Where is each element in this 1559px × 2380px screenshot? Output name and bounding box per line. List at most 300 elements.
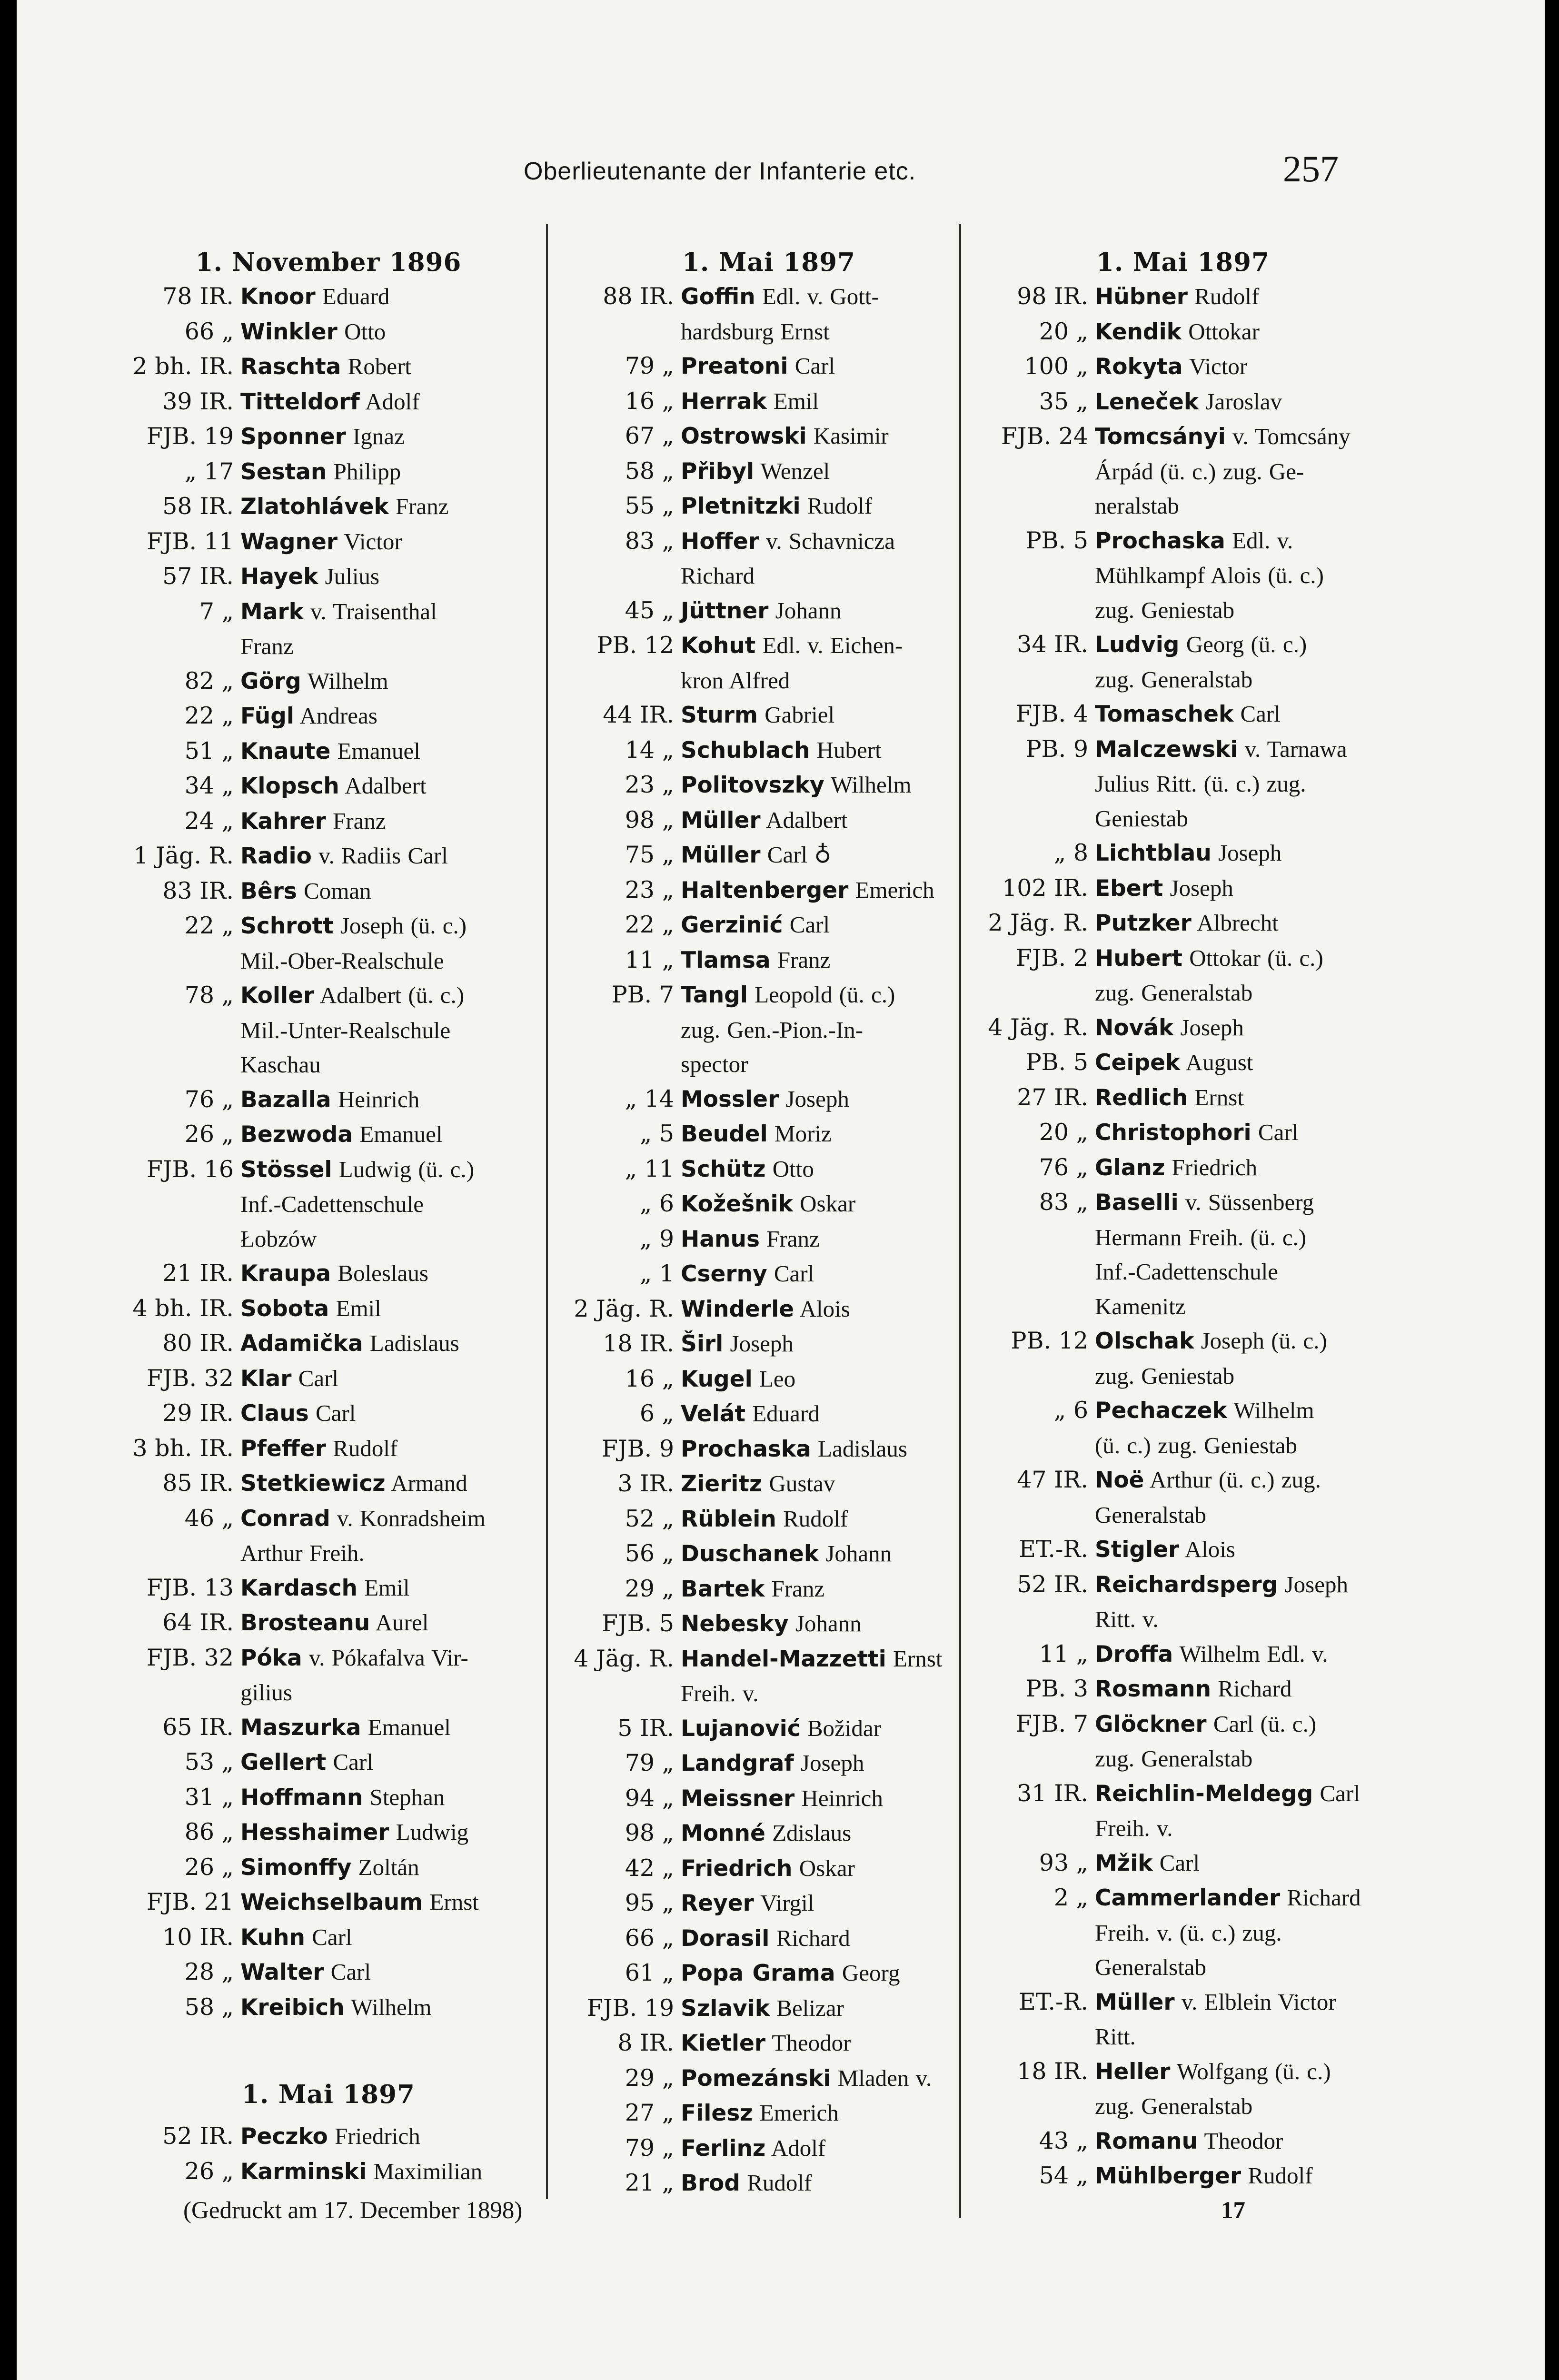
roster-entry [119,1710,538,1745]
roster-entry [119,874,538,909]
given-names: August [1180,1049,1253,1075]
roster-entry [119,1606,538,1641]
surname: Claus [240,1400,309,1427]
given-names: Alois [794,1295,850,1322]
given-names: Julius [318,563,380,589]
roster-entry [119,525,538,560]
unit-label: 67 „ [625,422,674,449]
surname: Knoor [240,284,316,310]
officer-name [1095,2124,1392,2159]
officer-name [681,1152,978,1187]
given-names: Emerich [753,2100,839,2126]
surname: Reyer [681,1890,754,1916]
unit-label: 3 IR. [617,1470,674,1497]
officer-name [1095,2054,1392,2124]
given-names: Victor [338,528,402,555]
roster-entry [973,419,1392,524]
officer-name [681,349,978,384]
surname: Hübner [1095,284,1188,310]
officer-name [681,978,978,1082]
unit-label: 47 IR. [1017,1466,1088,1493]
unit-label: 23 „ [625,876,674,903]
given-names: Emanuel [330,737,420,764]
given-names: Jaroslav [1199,388,1282,415]
given-names: Boleslaus [331,1260,428,1286]
roster-entry [119,1396,538,1431]
given-names: Victor [1182,353,1248,379]
roster-entry [119,489,538,525]
given-names: Ernst [1188,1084,1244,1111]
officer-name [681,1781,978,1816]
unit-label: „ 11 [625,1155,674,1182]
unit-label: 98 „ [625,806,674,833]
surname: Tomcsányi [1095,424,1226,450]
surname: Schublach [681,737,810,764]
roster-entry [559,1187,978,1222]
unit-label: 79 „ [625,2134,674,2162]
roster-entry [973,1637,1392,1672]
unit-label: 22 „ [625,911,674,938]
surname: Kožešnik [681,1191,793,1217]
unit-label: 88 IR. [603,283,674,310]
surname: Glanz [1095,1154,1165,1181]
unit-label: 35 „ [1039,387,1088,415]
roster-entry [559,1816,978,1851]
section-heading: 1. Mai 1897 [682,248,855,277]
officer-name [240,839,538,874]
officer-name [240,1466,538,1501]
unit-label: 66 „ [625,1924,674,1952]
unit-label: 76 „ [184,1085,234,1113]
roster-entry [973,1532,1392,1567]
roster-entry [973,315,1392,350]
given-names: Carl [767,1260,814,1287]
given-names: Heinrich [794,1785,883,1811]
unit-label: PB. 3 [1025,1675,1088,1702]
unit-label: 29 IR. [162,1399,234,1427]
given-names: Ladislaus [363,1330,459,1356]
roster-entry [559,2131,978,2166]
surname: Cserny [681,1261,767,1287]
unit-label: FJB. 19 [146,423,234,450]
roster-entry [559,349,978,384]
roster-entry [973,941,1392,1011]
unit-label: 31 IR. [1017,1779,1088,1807]
given-names: Joseph [1211,840,1282,866]
roster-entry [973,1011,1392,1046]
officer-name [240,1710,538,1745]
roster-entry [973,1672,1392,1707]
officer-name [681,1257,978,1292]
officer-name [681,1082,978,1117]
surname: Hoffer [681,528,759,555]
officer-name [240,1152,538,1257]
given-names: Belizar [770,1994,844,2021]
roster-entry [559,1432,978,1467]
unit-label: 22 „ [184,702,234,729]
officer-name [681,1816,978,1851]
given-names: Robert [341,353,412,379]
page-header-title: Oberlieutenante der Infanterie etc. [524,158,916,185]
officer-name [1095,1637,1392,1672]
roster-entry [119,734,538,769]
unit-label: 79 „ [625,352,674,379]
unit-label: FJB. 2 [1016,944,1088,972]
given-names: Emanuel [361,1714,451,1740]
officer-name [240,1396,538,1431]
unit-label: 86 „ [184,1818,234,1845]
unit-label: 34 „ [184,772,234,799]
officer-name [681,1117,978,1152]
roster-entry [119,1501,538,1571]
surname: Winkler [240,318,338,345]
surname: Wagner [240,528,338,555]
given-names: Hubert [810,736,882,763]
unit-label: 64 IR. [162,1609,234,1636]
unit-label: 4 Jäg. R. [988,1013,1088,1041]
unit-label: 2 bh. IR. [132,353,234,380]
unit-label: 2 „ [1053,1884,1088,1911]
officer-name [681,1362,978,1397]
roster-entry [559,454,978,489]
officer-name [240,1990,538,2025]
officer-name [240,455,538,490]
officer-name [240,349,538,385]
unit-label: 20 „ [1039,1119,1088,1146]
roster-entry [119,1850,538,1885]
given-names: Adalbert [339,773,427,799]
given-names: Armand [385,1470,467,1496]
roster-entry [559,873,978,908]
roster-entry [559,1082,978,1117]
given-names: Carl [326,1749,373,1775]
unit-label: 52 „ [625,1505,674,1532]
surname: Ferlinz [681,2135,766,2162]
roster-entry [119,839,538,874]
unit-label: 65 IR. [162,1713,234,1741]
surname: Müller [1095,1989,1175,2015]
roster-entry [119,804,538,839]
surname: Sobota [240,1295,329,1322]
officer-name [240,1641,538,1710]
given-names: Ottokar (ü. c.) zug. Generalstab [1095,944,1323,1006]
officer-name [240,664,538,699]
surname: Sestan [240,458,327,485]
print-date-note: (Gedruckt am 17. December 1898) [183,2197,523,2224]
surname: Knaute [240,738,331,764]
surname: Politovszky [681,772,824,798]
roster-entry [119,1431,538,1467]
given-names: Carl [1251,1119,1299,1145]
running-head [17,143,1545,200]
roster-entry [119,1326,538,1361]
unit-label: „ 8 [1053,839,1088,866]
unit-label: 83 IR. [162,877,234,904]
roster-entry [119,2154,538,2190]
unit-label: 11 „ [625,946,674,973]
unit-label: 21 „ [625,2169,674,2196]
surname: Kendik [1095,318,1182,345]
roster-entry [559,1921,978,1956]
given-names: Wolfgang (ü. c.) zug. Generalstab [1095,2058,1331,2119]
officer-name [681,1991,978,2026]
surname: Reichlin-Meldegg [1095,1780,1313,1807]
surname: Landgraf [681,1750,794,1776]
surname: Kuhn [240,1924,305,1951]
surname: Droffa [1095,1641,1173,1667]
surname: Lichtblau [1095,840,1211,866]
unit-label: 10 IR. [162,1923,234,1951]
officer-name [1095,1881,1392,1985]
given-names: Carl [788,353,835,379]
given-names: Johann [788,1610,862,1636]
surname: Putzker [1095,910,1192,936]
officer-name [681,803,978,838]
officer-name [1095,906,1392,941]
unit-label: FJB. 13 [146,1574,234,1601]
roster-entry [973,2054,1392,2124]
given-names: Adolf [765,2134,826,2161]
given-names: Carl [1152,1849,1200,1876]
unit-label: FJB. 21 [146,1888,234,1915]
surname: Hoffmann [240,1784,363,1811]
surname: Mossler [681,1086,779,1112]
officer-name [681,279,978,349]
unit-label: 80 IR. [162,1329,234,1357]
surname: Mžik [1095,1850,1153,1876]
unit-label: 43 „ [1039,2127,1088,2154]
roster-entry [559,698,978,733]
given-names: v. Süssenberg Hermann Freih. (ü. c.) Inf.-Cadettenschule Kamenitz [1095,1189,1314,1319]
roster-entry [119,315,538,350]
unit-label: 66 „ [184,317,234,345]
surname: Stigler [1095,1537,1180,1563]
surname: Haltenberger [681,877,849,903]
unit-label: 21 IR. [162,1259,234,1287]
given-names: Edl. v. Gott- hardsburg Ernst [681,283,879,345]
unit-label: 31 „ [184,1783,234,1811]
unit-label: „ 9 [639,1225,674,1252]
unit-label: 93 „ [1039,1849,1088,1876]
given-names: Rudolf [800,493,873,519]
roster-entry [119,1885,538,1920]
given-names: Kasimir [806,423,889,449]
roster-entry [973,1463,1392,1532]
roster-entry [559,1606,978,1642]
surname: Pomezánski [681,2065,831,2092]
officer-name [240,595,538,664]
given-names: Leo [752,1365,796,1392]
roster-entry [119,1815,538,1850]
given-names: Carl [291,1365,339,1391]
officer-name [240,1606,538,1641]
given-names: Ludwig (ü. c.) Inf.-Cadettenschule Łobzów [240,1156,475,1252]
given-names: Carl ♁ [760,842,832,868]
unit-label: 83 „ [625,527,674,555]
unit-label: 53 „ [184,1748,234,1775]
surname: Rokyta [1095,354,1183,380]
given-names: v. Elblein Victor Ritt. [1095,1988,1336,2050]
roster-entry [973,1776,1392,1846]
roster-entry [973,1707,1392,1776]
surname: Fügl [240,703,294,729]
given-names: Andreas [294,703,377,729]
unit-label: 83 „ [1039,1189,1088,1216]
roster-entry [119,1920,538,1955]
officer-name [1095,1776,1392,1846]
officer-name [681,628,978,698]
roster-entry [973,1185,1392,1324]
unit-label: 58 „ [184,1993,234,2021]
officer-name [240,559,538,595]
officer-name [240,489,538,525]
given-names: Virgil [754,1890,814,1916]
roster-entry [119,1955,538,1990]
given-names: Franz [770,946,831,973]
roster-entry [559,628,978,698]
officer-name [1095,1045,1392,1081]
given-names: Joseph Ritt. v. [1095,1571,1348,1632]
given-names: Emanuel [353,1121,443,1147]
roster-entry [119,1117,538,1152]
given-names: Alois [1179,1536,1235,1562]
surname: Müller [681,807,761,833]
roster-entry [119,419,538,455]
roster-entry [559,489,978,524]
officer-name [1095,1011,1392,1046]
given-names: Albrecht [1191,910,1279,936]
surname: Brod [681,2170,740,2196]
surname: Cammerlander [1095,1885,1281,1911]
surname: Hubert [1095,945,1182,972]
surname: Pfeffer [240,1435,326,1462]
officer-name [240,1955,538,1990]
surname: Maszurka [240,1714,361,1741]
given-names: Franz [326,807,386,834]
unit-label: 46 „ [184,1504,234,1532]
roster-entry [973,524,1392,628]
officer-name [1095,1985,1392,2054]
book-page [17,0,1545,2380]
given-names: Franz [388,493,449,519]
surname: Póka [240,1645,302,1671]
given-names: Carl [308,1400,356,1426]
given-names: Carl Freih. v. [1095,1780,1360,1841]
surname: Filesz [681,2100,753,2126]
unit-label: 85 IR. [162,1469,234,1497]
surname: Stetkiewicz [240,1470,386,1497]
given-names: Wilhelm [824,772,912,798]
unit-label: 75 „ [625,841,674,868]
officer-name [1095,385,1392,420]
roster-entry [119,595,538,664]
unit-label: 24 „ [184,807,234,834]
roster-entry [119,1082,538,1118]
officer-name [240,1361,538,1397]
unit-label: 82 „ [184,667,234,694]
roster-entry [119,699,538,734]
roster-entry [119,1291,538,1327]
given-names: Wilhelm (ü. c.) zug. Geniestab [1095,1397,1314,1458]
officer-name [1095,1324,1392,1393]
unit-label: PB. 9 [1025,735,1088,763]
officer-name [681,2131,978,2166]
officer-name [240,1780,538,1815]
unit-label: 22 „ [184,912,234,939]
given-names: Zoltán [351,1854,419,1880]
surname: Rüblein [681,1506,776,1532]
officer-name [240,525,538,560]
given-names: Maximilian [367,2158,483,2184]
roster-entry [119,1990,538,2025]
unit-label: FJB. 32 [146,1644,234,1671]
roster-entry [559,524,978,594]
roster-entry [973,2124,1392,2159]
given-names: Stephan [363,1784,445,1810]
roster-entry [973,1324,1392,1393]
officer-name [681,1746,978,1781]
surname: Přibyl [681,458,755,485]
given-names: Božidar [800,1715,881,1741]
officer-name [240,2154,538,2190]
roster-entry [973,697,1392,732]
roster-entry [559,419,978,454]
officer-name [681,1642,978,1711]
surname: Kreibich [240,1994,345,2021]
given-names: Friedrich [328,2123,420,2149]
unit-label: 5 IR. [617,1714,674,1742]
surname: Adamička [240,1330,363,1357]
roster-entry [559,1711,978,1746]
surname: Nebesky [681,1611,789,1637]
given-names: Otto [337,318,386,345]
unit-label: FJB. 9 [602,1435,674,1462]
unit-label: 27 „ [625,2099,674,2126]
officer-name [240,1082,538,1118]
unit-label: ET.-R. [1019,1988,1088,2015]
surname: Kahrer [240,808,326,834]
surname: Gellert [240,1749,327,1775]
officer-name [240,419,538,455]
officer-name [681,768,978,803]
surname: Malczewski [1095,736,1238,763]
surname: Raschta [240,354,341,380]
given-names: Otto [765,1155,814,1182]
given-names: Richard [769,1924,850,1951]
given-names: Joseph (ü. c.) Mil.-Ober-Realschule [240,912,467,974]
surname: Koller [240,982,315,1009]
unit-label: 26 „ [184,1853,234,1881]
unit-label: 39 IR. [162,387,234,415]
unit-label: 78 IR. [162,283,234,310]
officer-name [681,1886,978,1921]
surname: Baselli [1095,1190,1179,1216]
given-names: Heinrich [331,1086,420,1112]
officer-name [1095,1846,1392,1881]
given-names: Franz [759,1225,820,1252]
surname: Hanus [681,1226,760,1252]
given-names: Ernst [423,1889,479,1915]
surname: Stössel [240,1156,332,1183]
unit-label: 27 IR. [1017,1083,1088,1111]
unit-label: FJB. 19 [586,1994,674,2022]
officer-name [240,1291,538,1327]
surname: Tomaschek [1095,701,1234,727]
officer-name [240,1256,538,1291]
unit-label: „ 17 [184,457,234,485]
unit-label: 29 „ [625,1575,674,1602]
officer-name [240,1117,538,1152]
